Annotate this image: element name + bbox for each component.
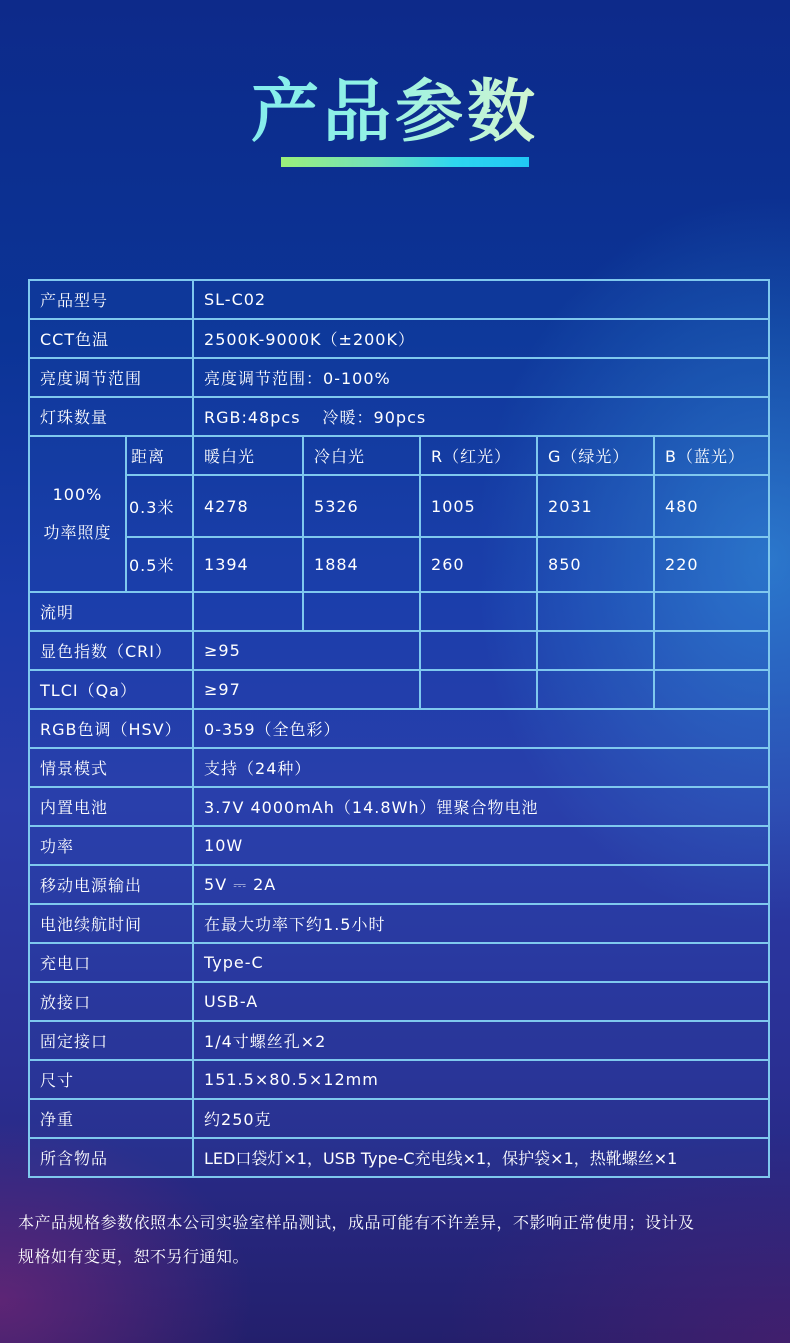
empty-cell — [420, 592, 537, 631]
table-row — [29, 592, 769, 631]
empty-cell — [303, 592, 420, 631]
table-row — [29, 826, 769, 865]
table-row — [29, 982, 769, 1021]
beads-value — [193, 397, 769, 436]
table-row — [29, 1099, 769, 1138]
table-row — [29, 358, 769, 397]
red-cell: 260 — [420, 537, 537, 592]
cct-value: 2500K-9000K（±200K） — [193, 319, 769, 358]
illuminance-label-line2: 功率照度 — [43, 523, 112, 542]
header-distance: 距离 — [126, 436, 193, 475]
contents-label: 所含物品 — [29, 1138, 193, 1177]
illuminance-label — [29, 436, 126, 592]
distance-cell: 0.3米 — [126, 475, 193, 537]
lumen-label: 流明 — [29, 592, 193, 631]
table-row — [29, 1138, 769, 1177]
disclaimer-line-2: 规格如有变更，恕不另行通知。 — [18, 1247, 250, 1266]
runtime-label: 电池续航时间 — [29, 904, 193, 943]
table-row — [29, 748, 769, 787]
power-value: 10W — [193, 826, 769, 865]
disclaimer-line-1: 本产品规格参数依照本公司实验室样品测试，成品可能有不许差异，不影响正常使用；设计及 — [18, 1213, 695, 1232]
table-row — [29, 1060, 769, 1099]
tlci-label: TLCI（Qa） — [29, 670, 193, 709]
table-row — [29, 397, 769, 436]
contents-value: LED口袋灯×1，USB Type-C充电线×1，保护袋×1，热靴螺丝×1 — [193, 1138, 769, 1177]
empty-cell — [420, 631, 537, 670]
battery-value: 3.7V 4000mAh（14.8Wh）锂聚合物电池 — [193, 787, 769, 826]
spec-table — [28, 279, 770, 1178]
empty-cell — [420, 670, 537, 709]
cri-value: ≥95 — [193, 631, 420, 670]
mount-value: 1/4寸螺丝孔×2 — [193, 1021, 769, 1060]
beads-rgb: RGB:48pcs — [204, 408, 301, 427]
hsv-value: 0-359（全色彩） — [193, 709, 769, 748]
table-row — [29, 1021, 769, 1060]
empty-cell — [537, 670, 654, 709]
title-underline — [281, 157, 529, 167]
table-row — [29, 475, 769, 537]
brightness-value: 亮度调节范围：0-100% — [193, 358, 769, 397]
scene-label: 情景模式 — [29, 748, 193, 787]
cool-cell: 1884 — [303, 537, 420, 592]
model-value: SL-C02 — [193, 280, 769, 319]
empty-cell — [654, 592, 769, 631]
empty-cell — [537, 592, 654, 631]
illuminance-label-line1: 100% — [52, 485, 103, 504]
mount-label: 固定接口 — [29, 1021, 193, 1060]
table-row — [29, 904, 769, 943]
warm-cell: 4278 — [193, 475, 303, 537]
empty-cell — [654, 631, 769, 670]
header-blue: B（蓝光） — [654, 436, 769, 475]
green-cell: 2031 — [537, 475, 654, 537]
size-value: 151.5×80.5×12mm — [193, 1060, 769, 1099]
warm-cell: 1394 — [193, 537, 303, 592]
table-row — [29, 631, 769, 670]
empty-cell — [537, 631, 654, 670]
red-cell: 1005 — [420, 475, 537, 537]
table-row — [29, 709, 769, 748]
discharge-value: USB-A — [193, 982, 769, 1021]
distance-cell: 0.5米 — [126, 537, 193, 592]
beads-cw: 冷暖：90pcs — [322, 408, 427, 427]
model-label: 产品型号 — [29, 280, 193, 319]
beads-label: 灯珠数量 — [29, 397, 193, 436]
powerbank-label: 移动电源输出 — [29, 865, 193, 904]
hsv-label: RGB色调（HSV） — [29, 709, 193, 748]
table-row — [29, 865, 769, 904]
header-warm: 暖白光 — [193, 436, 303, 475]
weight-label: 净重 — [29, 1099, 193, 1138]
page-title: 产品参数 — [0, 58, 790, 155]
empty-cell — [193, 592, 303, 631]
runtime-value: 在最大功率下约1.5小时 — [193, 904, 769, 943]
table-row — [29, 943, 769, 982]
charge-value: Type-C — [193, 943, 769, 982]
charge-label: 充电口 — [29, 943, 193, 982]
header-red: R（红光） — [420, 436, 537, 475]
disclaimer — [18, 1206, 778, 1274]
battery-label: 内置电池 — [29, 787, 193, 826]
header-cool: 冷白光 — [303, 436, 420, 475]
table-row — [29, 319, 769, 358]
discharge-label: 放接口 — [29, 982, 193, 1021]
table-row — [29, 670, 769, 709]
blue-cell: 480 — [654, 475, 769, 537]
blue-cell: 220 — [654, 537, 769, 592]
table-row — [29, 537, 769, 592]
brightness-label: 亮度调节范围 — [29, 358, 193, 397]
green-cell: 850 — [537, 537, 654, 592]
table-row — [29, 436, 769, 475]
tlci-value: ≥97 — [193, 670, 420, 709]
scene-value: 支持（24种） — [193, 748, 769, 787]
powerbank-value: 5V ⎓ 2A — [193, 865, 769, 904]
power-label: 功率 — [29, 826, 193, 865]
table-row — [29, 787, 769, 826]
table-row — [29, 280, 769, 319]
cool-cell: 5326 — [303, 475, 420, 537]
header-green: G（绿光） — [537, 436, 654, 475]
cct-label: CCT色温 — [29, 319, 193, 358]
weight-value: 约250克 — [193, 1099, 769, 1138]
size-label: 尺寸 — [29, 1060, 193, 1099]
cri-label: 显色指数（CRI） — [29, 631, 193, 670]
empty-cell — [654, 670, 769, 709]
